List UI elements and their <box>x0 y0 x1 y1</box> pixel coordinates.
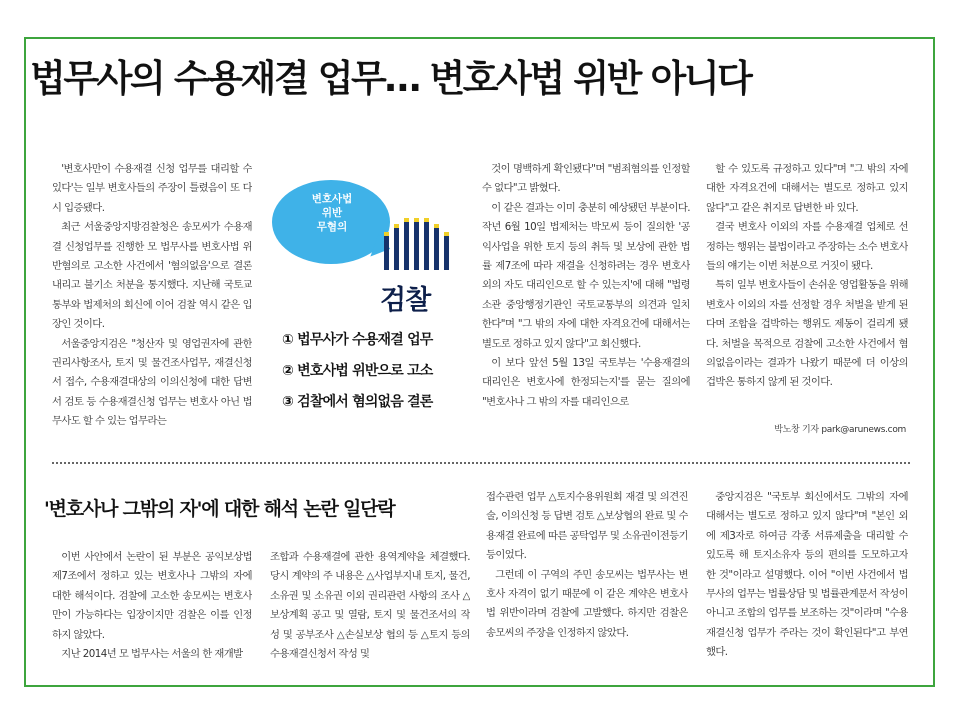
summary-point: ① 법무사가 수용재결 업무 <box>282 332 433 348</box>
bubble-line: 위반 <box>321 207 343 219</box>
byline: 박노창 기자 park@arunews.com <box>774 425 906 435</box>
subheadline: '변호사나 그밖의 자'에 대한 해석 논란 일단락 <box>44 498 395 520</box>
paragraph: 특히 일부 변호사들이 손쉬운 영업활동을 위해 변호사 이외의 자를 선정할 경우 처벌을 받게 된다며 조합을 겁박하는 행위도 제동이 걸리게 됐다. 처벌을 목적으로 검찰에 고소한 사건에서 혐의없음이라는 결과가 나왔기 때문에 더 이상의 겁박은 통하지 않게 된 것이다. <box>706 279 908 389</box>
paragraph: 서울중앙지검은 "청산자 및 영업권자에 관한 권리사항조사, 토지 및 물건조사업무, 재결신청서 접수, 수용재결대상의 이의신청에 대한 답변서 검토 등 수용재결신청 업무는 변호사 아닌 법무사도 할 수 있는 업무라는 <box>52 337 252 428</box>
summary-point: ③ 검찰에서 혐의없음 결론 <box>282 394 433 410</box>
paragraph: 최근 서울중앙지방검찰청은 송모씨가 수용재결 신청업무를 진행한 모 법무사를 변호사법 위반혐의로 고소한 사건에서 '혐의없음'으로 결론 내리고 불기소 처분을 통지했다. 지난해 국토교통부와 법제처의 회신에 이어 검찰 역시 같은 입장인 것이다. <box>52 221 252 331</box>
paragraph: 조합과 수용재결에 관한 용역계약을 체결했다. 당시 계약의 주 내용은 △사업부지내 토지, 물건, 소유권 및 소유권 이외 권리관련 사항의 조사 △보상계획 공고 및 열람, 토지 및 물건조서의 작성 및 공부조사 △손실보상 협의 등 △토지 등의 수용재결신청서 작성 및 <box>270 551 470 661</box>
top-column-1 <box>52 160 252 452</box>
paragraph: 결국 변호사 이외의 자를 수용재결 업체로 선정하는 행위는 불법이라고 주장하는 소수 변호사들의 얘기는 이번 처분으로 거짓이 됐다. <box>706 221 908 273</box>
bubble-text <box>280 192 384 234</box>
bubble-line: 변호사법 <box>311 193 353 205</box>
headline: 법무사의 수용재결 업무… 변호사법 위반 아니다 <box>30 57 751 100</box>
summary-point: ② 변호사법 위반으로 고소 <box>282 363 433 379</box>
paragraph: 중앙지검은 "국토부 회신에서도 그밖의 자에 대해서는 별도로 정하고 있지 않다"며 "본인 외에 제3자로 하여금 각종 서류제출을 대리할 수 있도록 해 토지소유자 등의 편의를 도모하고자 한 것"이라고 설명했다. 이어 "이번 사건에서 법무사의 업무는 법률상담 및 법률관계문서 작성이 아니고 조합의 업무를 보조하는 것"이라며 "수용재결신청 업무가 주라는 것이 확인된다"고 부연했다. <box>706 491 908 659</box>
paragraph: 접수관련 업무 △토지수용위원회 재결 및 의견진술, 이의신청 등 답변 검토 △보상협의 완료 및 수용재결 완료에 따른 공탁업무 및 소유권이전등기 등이었다. <box>486 491 688 562</box>
section-divider <box>52 462 910 464</box>
paragraph: '변호사만이 수용재결 신청 업무를 대리할 수 있다'는 일부 변호사들의 주장이 틀렸음이 또 다시 입증됐다. <box>52 163 252 214</box>
article-figure <box>262 170 472 440</box>
top-column-3 <box>482 160 690 452</box>
prosecution-label: 검찰 <box>380 285 431 316</box>
summary-points <box>282 330 482 423</box>
paragraph: 할 수 있도록 규정하고 있다"며 "그 밖의 자에 대한 자격요건에 대해서는 별도로 정하고 있지 않다"고 같은 취지로 답변한 바 있다. <box>706 163 908 214</box>
paragraph: 것이 명백하게 확인됐다"며 "범죄혐의를 인정할 수 없다"고 밝혔다. <box>482 163 690 195</box>
bubble-line: 무혐의 <box>316 221 348 233</box>
paragraph: 그런데 이 구역의 주민 송모씨는 법무사는 변호사 자격이 없기 때문에 이 같은 계약은 변호사법 위반이라며 검찰에 고발했다. 하지만 검찰은 송모씨의 주장을 인정하지 않았다. <box>486 568 688 639</box>
bottom-column-3 <box>486 488 688 678</box>
top-column-4 <box>706 160 908 420</box>
bottom-column-2 <box>270 548 470 678</box>
bottom-column-4 <box>706 488 908 678</box>
bottom-column-1 <box>52 548 252 678</box>
prosecution-building-icon <box>382 215 452 270</box>
paragraph: 이번 사안에서 논란이 된 부분은 공익보상법 제7조에서 정하고 있는 변호사나 그밖의 자에 대한 해석이다. 검찰에 고소한 송모씨는 변호사만이 가능하다는 입장이지만 검찰은 이를 인정하지 않았다. <box>52 551 252 641</box>
paragraph: 지난 2014년 모 법무사는 서울의 한 재개발 <box>61 648 243 661</box>
paragraph: 이 보다 앞선 5월 13일 국토부는 '수용재결의 대리인은 변호사에 한정되는지'를 묻는 질의에 "변호사나 그 밖의 자를 대리인으로 <box>482 357 690 408</box>
paragraph: 이 같은 결과는 이미 충분히 예상됐던 부분이다. 작년 6월 10일 법제처는 박모씨 등이 질의한 '공익사업을 위한 토지 등의 취득 및 보상에 관한 법률 제7조에 따라 재결을 신청하려는 경우 변호사 외의 자도 대리인으로 할 수 있는지'에 대해 "법령 소관 중앙행정기관인 국토교통부의 의견과 일치한다"며 "그 밖의 자에 대한 자격요건에 대해서는 별도로 정하고 있지 않다"고 회신했다. <box>482 201 690 350</box>
